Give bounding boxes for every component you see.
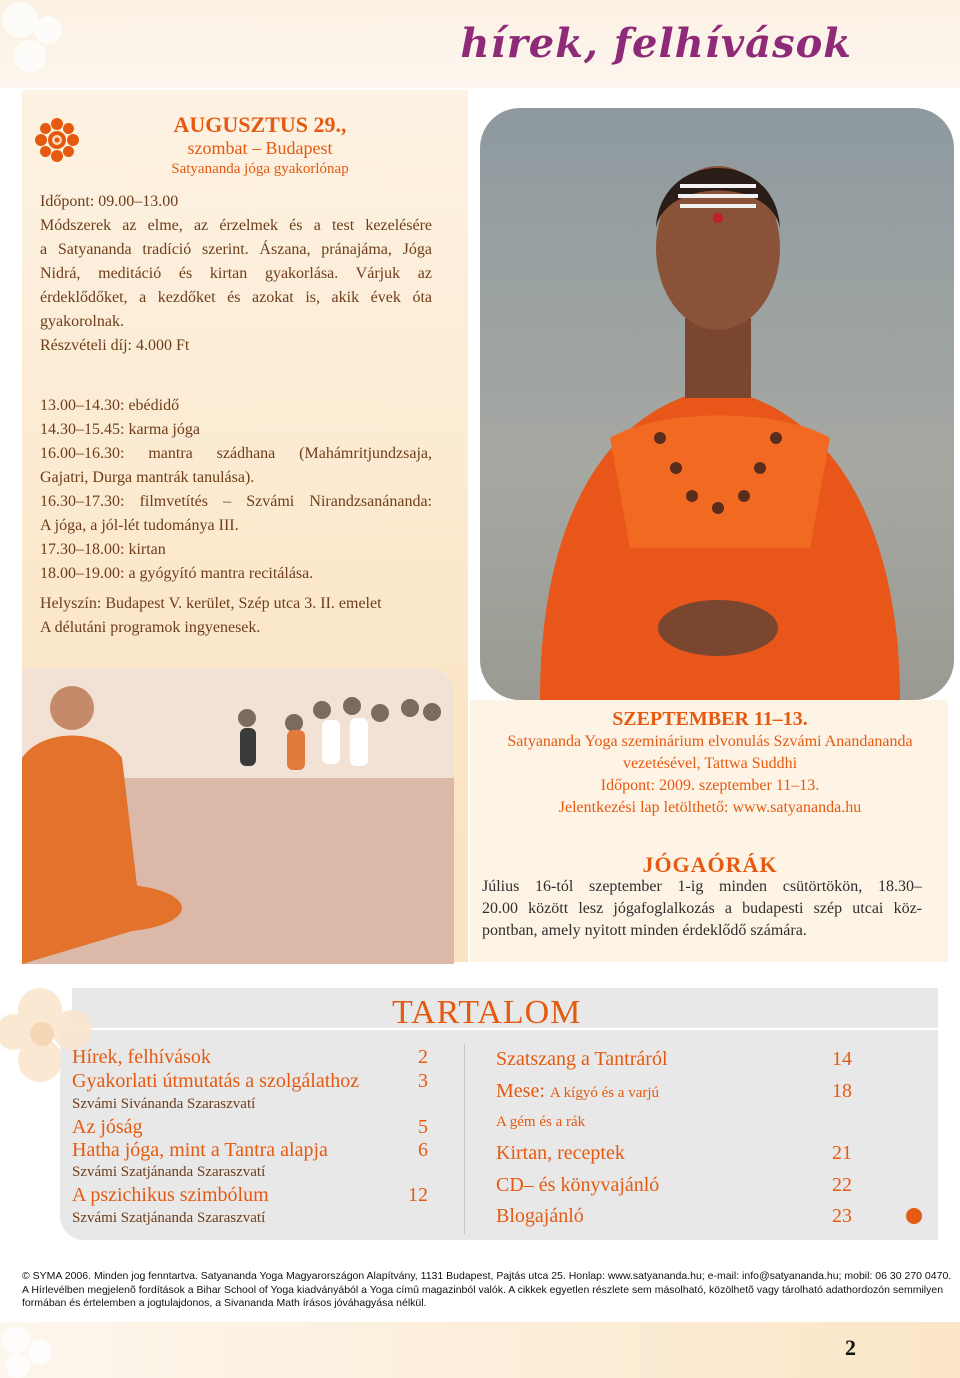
toc-entry: Hírek, felhívások: [72, 1046, 211, 1068]
event-time: Időpont: 09.00–13.00: [40, 193, 179, 210]
toc-entry: Hatha jóga, mint a Tantra alapja: [72, 1139, 328, 1161]
toc-entry: Szatszang a Tantráról: [496, 1048, 668, 1070]
schedule-line: 16.00–16.30: mantra szádhana (Mahámritjundzsaja,: [40, 445, 432, 462]
toc-entry: [496, 1080, 659, 1103]
toc-author: Szvámi Szatjánanda Szaraszvatí: [72, 1164, 266, 1180]
orange-dot-decoration: [906, 1208, 922, 1224]
jogaorak-line: Július 16-tól szeptember 1-ig minden csütörtökön, 18.30–: [482, 878, 922, 895]
toc-page: 5: [418, 1116, 428, 1138]
jogaorak-line: 20.00 között lesz jógafoglalkozás a budapesti szép utcai köz-: [482, 900, 922, 917]
toc-author: Szvámi Szatjánanda Szaraszvatí: [72, 1210, 266, 1226]
toc-entry: CD– és könyvajánló: [496, 1174, 660, 1196]
jogaorak-line: pontban, amely nyitott minden érdeklődő számára.: [482, 922, 807, 939]
toc-divider: [464, 1044, 465, 1234]
toc-page: 12: [408, 1184, 428, 1206]
mandala-icon: [34, 117, 80, 163]
footer-line: A Hírlevélben megjelenõ fordítások a Bihar School of Yoga kiadványából a Yoga címû magazinból valók. A cikkek egyetlen részlete sem másolható, közölhetõ vagy tárolható adathordozón semmilyen: [22, 1283, 944, 1296]
footer-line: © SYMA 2006. Minden jog fenntartva. Satyananda Yoga Magyarországon Alapítvány, 1131 Budapest, Pajtás utca 25. Honlap: www.satyananda.hu; e-mail: info@satyananda.hu; mobil: 06 30 270 0470.: [22, 1270, 952, 1282]
toc-page: 22: [832, 1174, 852, 1196]
august-schedule: [40, 394, 432, 586]
description-line: Módszerek az elme, az érzelmek és a test kezelésére: [40, 217, 432, 234]
toc-entry-label: Mese:: [496, 1080, 545, 1102]
group-yoga-photo: [22, 668, 454, 964]
participation-fee: Részvételi díj: 4.000 Ft: [40, 337, 190, 354]
page-number: 2: [845, 1335, 856, 1360]
footer-line: formában és értelemben a jogtulajdonos, a Sivananda Math írásos jóváhagyása nélkül.: [22, 1297, 427, 1309]
toc-entry: Kirtan, receptek: [496, 1142, 625, 1164]
footer-flower-decoration: [0, 1322, 60, 1378]
jogaorak-text: [482, 876, 922, 942]
september-event-line: Satyananda Yoga szeminárium elvonulás Szvámi Anandananda: [507, 733, 913, 750]
august-event-description: [40, 190, 432, 358]
section-title: hírek, felhívások: [460, 20, 852, 67]
toc-entry: A pszichikus szimbólum: [72, 1184, 269, 1206]
swami-portrait-photo: [480, 108, 954, 700]
toc-page: 23: [832, 1205, 852, 1227]
footer-band: [0, 1322, 960, 1378]
schedule-line: 17.30–18.00: kirtan: [40, 541, 166, 558]
schedule-line: Gajatri, Durga mantrák tanulása).: [40, 469, 255, 486]
toc-entry: Gyakorlati útmutatás a szolgálathoz: [72, 1070, 360, 1092]
description-line: Nidrá, meditáció és kirtan gyakorlása. Várjuk az: [40, 265, 432, 282]
schedule-line: 18.00–19.00: a gyógyító mantra recitálása.: [40, 565, 314, 582]
september-event-line: vezetésével, Tattwa Suddhi: [622, 755, 798, 772]
toc-entry: A gém és a rák: [496, 1114, 586, 1130]
description-line: gyakorolnak.: [40, 313, 124, 330]
toc-title: TARTALOM: [392, 994, 582, 1031]
toc-page: 6: [418, 1139, 428, 1161]
schedule-line: 16.30–17.30: filmvetítés – Szvámi Nirandzsanánanda:: [40, 493, 432, 510]
toc-page: 3: [418, 1070, 428, 1092]
schedule-line: 14.30–15.45: karma jóga: [40, 421, 200, 438]
september-event-title: SZEPTEMBER 11–13.: [612, 708, 808, 730]
event-subtitle: Satyananda jóga gyakorlónap: [171, 160, 349, 177]
event-date: AUGUSZTUS 29.,: [173, 112, 347, 137]
toc-page: 18: [832, 1080, 852, 1102]
description-line: érdeklődőket, a kezdőket és azokat is, akik évek óta: [40, 289, 432, 306]
september-event-line: Időpont: 2009. szeptember 11–13.: [600, 777, 820, 794]
event-day-place: szombat – Budapest: [187, 138, 333, 159]
august-venue: [40, 592, 440, 640]
toc-page: 14: [832, 1048, 852, 1070]
september-event: [480, 708, 940, 819]
toc-entry-subtitle: A kígyó és a varjú: [549, 1085, 660, 1101]
toc-entry: Blogajánló: [496, 1205, 584, 1227]
venue-line: A délutáni programok ingyenesek.: [40, 619, 261, 636]
description-line: a Satyananda tradíció szerint. Ászana, pránajáma, Jóga: [40, 241, 432, 258]
footer-copyright: [22, 1270, 952, 1311]
toc-page: 21: [832, 1142, 852, 1164]
september-event-line: Jelentkezési lap letölthető: www.satyananda.hu: [558, 799, 862, 816]
toc-page: 2: [418, 1046, 428, 1068]
jogaorak-title: JÓGAÓRÁK: [642, 852, 778, 877]
schedule-line: A jóga, a jól-lét tudománya III.: [40, 517, 239, 534]
toc-entry: Az jóság: [72, 1116, 143, 1138]
header-flower-decoration: [0, 0, 120, 88]
toc-author: Szvámi Sivánanda Szaraszvatí: [72, 1096, 256, 1112]
venue-line: Helyszín: Budapest V. kerület, Szép utca 3. II. emelet: [40, 595, 382, 612]
august-event-heading: [90, 112, 430, 178]
schedule-line: 13.00–14.30: ebédidő: [40, 397, 180, 414]
